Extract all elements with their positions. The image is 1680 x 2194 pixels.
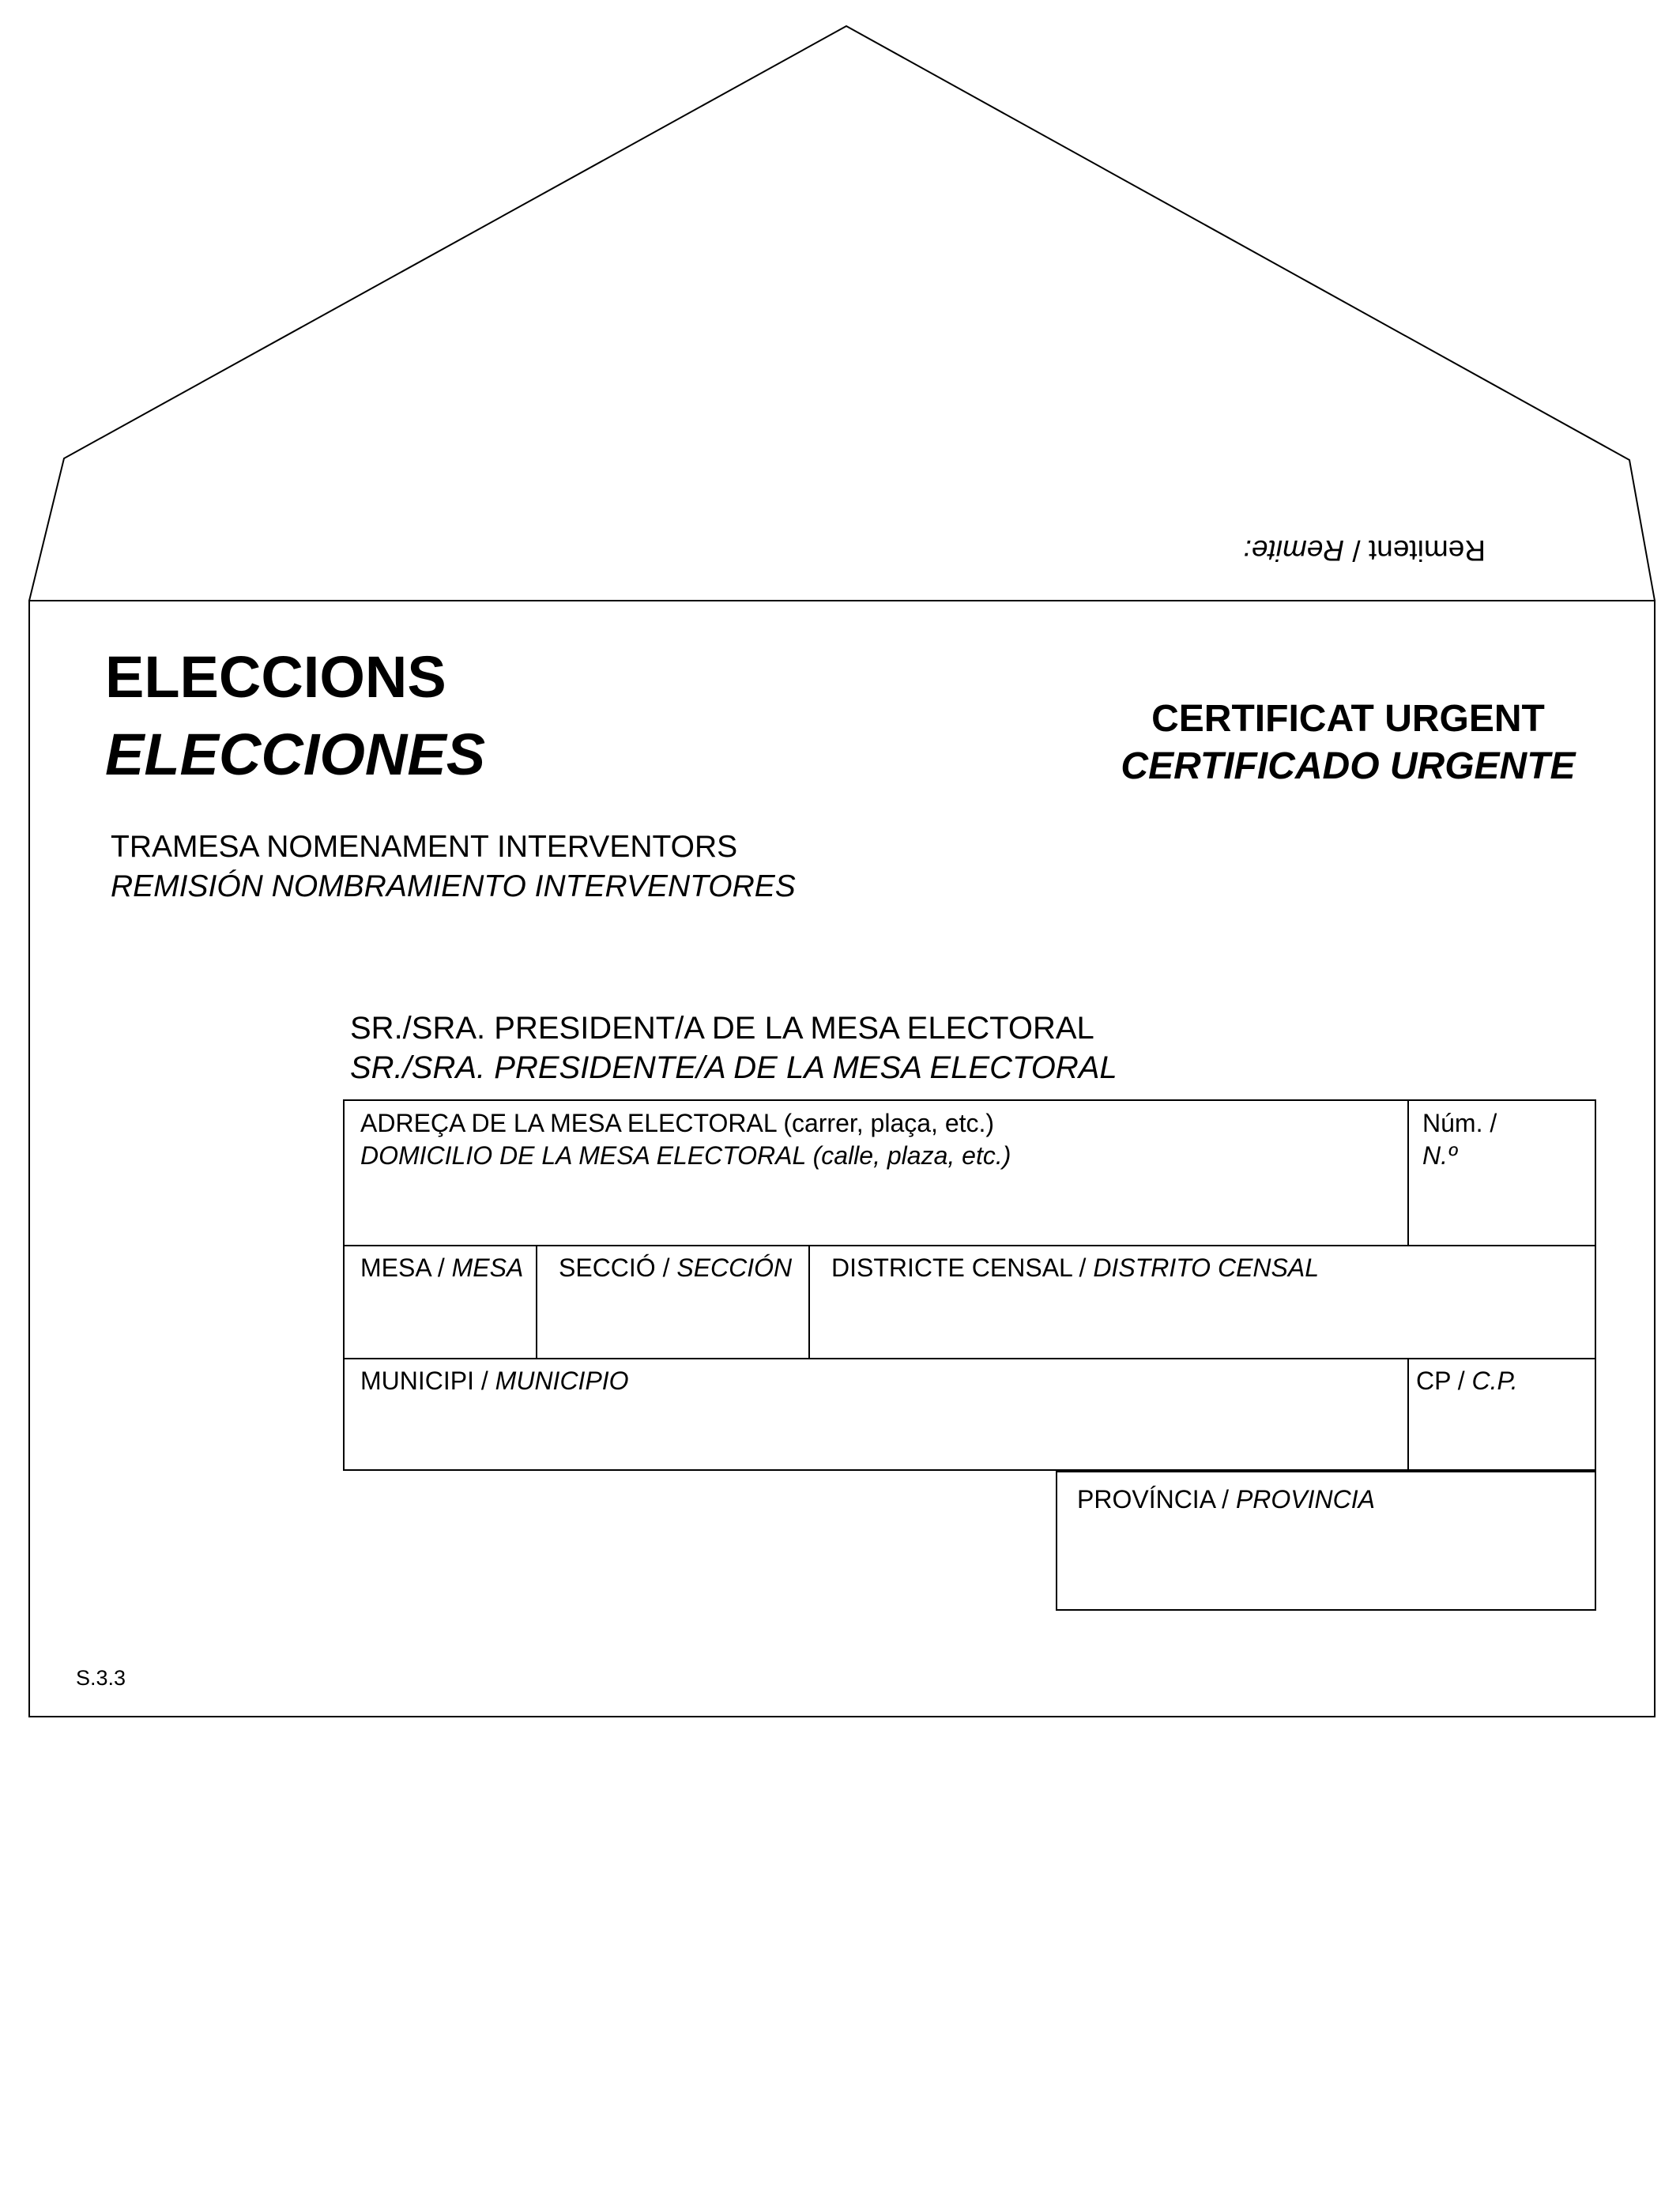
number-field-label: Núm. / bbox=[1422, 1109, 1497, 1137]
mesa-field-label: MESA / MESA bbox=[360, 1253, 524, 1282]
address-field-label-alt: DOMICILIO DE LA MESA ELECTORAL (calle, plaza, etc.) bbox=[360, 1141, 1011, 1170]
addressee-spanish: SR./SRA. PRESIDENTE/A DE LA MESA ELECTORAL bbox=[350, 1050, 1117, 1085]
title-catalan: ELECCIONS bbox=[105, 644, 446, 710]
form-code: S.3.3 bbox=[76, 1666, 126, 1690]
certificate-spanish: CERTIFICADO URGENTE bbox=[1121, 745, 1576, 787]
envelope-flap bbox=[29, 26, 1655, 601]
certificate-catalan: CERTIFICAT URGENT bbox=[1151, 698, 1545, 740]
section-field-label: SECCIÓ / SECCIÓN bbox=[559, 1253, 793, 1282]
number-field-label-alt: N.º bbox=[1422, 1141, 1457, 1170]
municipality-field-label: MUNICIPI / MUNICIPIO bbox=[360, 1367, 629, 1395]
postcode-field-label: CP / C.P. bbox=[1416, 1367, 1518, 1395]
district-field-label: DISTRICTE CENSAL / DISTRITO CENSAL bbox=[831, 1253, 1319, 1282]
subtitle-spanish: REMISIÓN NOMBRAMIENTO INTERVENTORES bbox=[111, 869, 796, 903]
sender-label: Remitent / Remite: bbox=[1243, 534, 1486, 567]
province-field-label: PROVÍNCIA / PROVINCIA bbox=[1077, 1485, 1375, 1514]
addressee-catalan: SR./SRA. PRESIDENT/A DE LA MESA ELECTORAL bbox=[350, 1011, 1094, 1046]
subtitle-catalan: TRAMESA NOMENAMENT INTERVENTORS bbox=[111, 830, 738, 864]
address-field-label: ADREÇA DE LA MESA ELECTORAL (carrer, plaça, etc.) bbox=[360, 1109, 995, 1137]
title-spanish: ELECCIONES bbox=[105, 722, 486, 787]
